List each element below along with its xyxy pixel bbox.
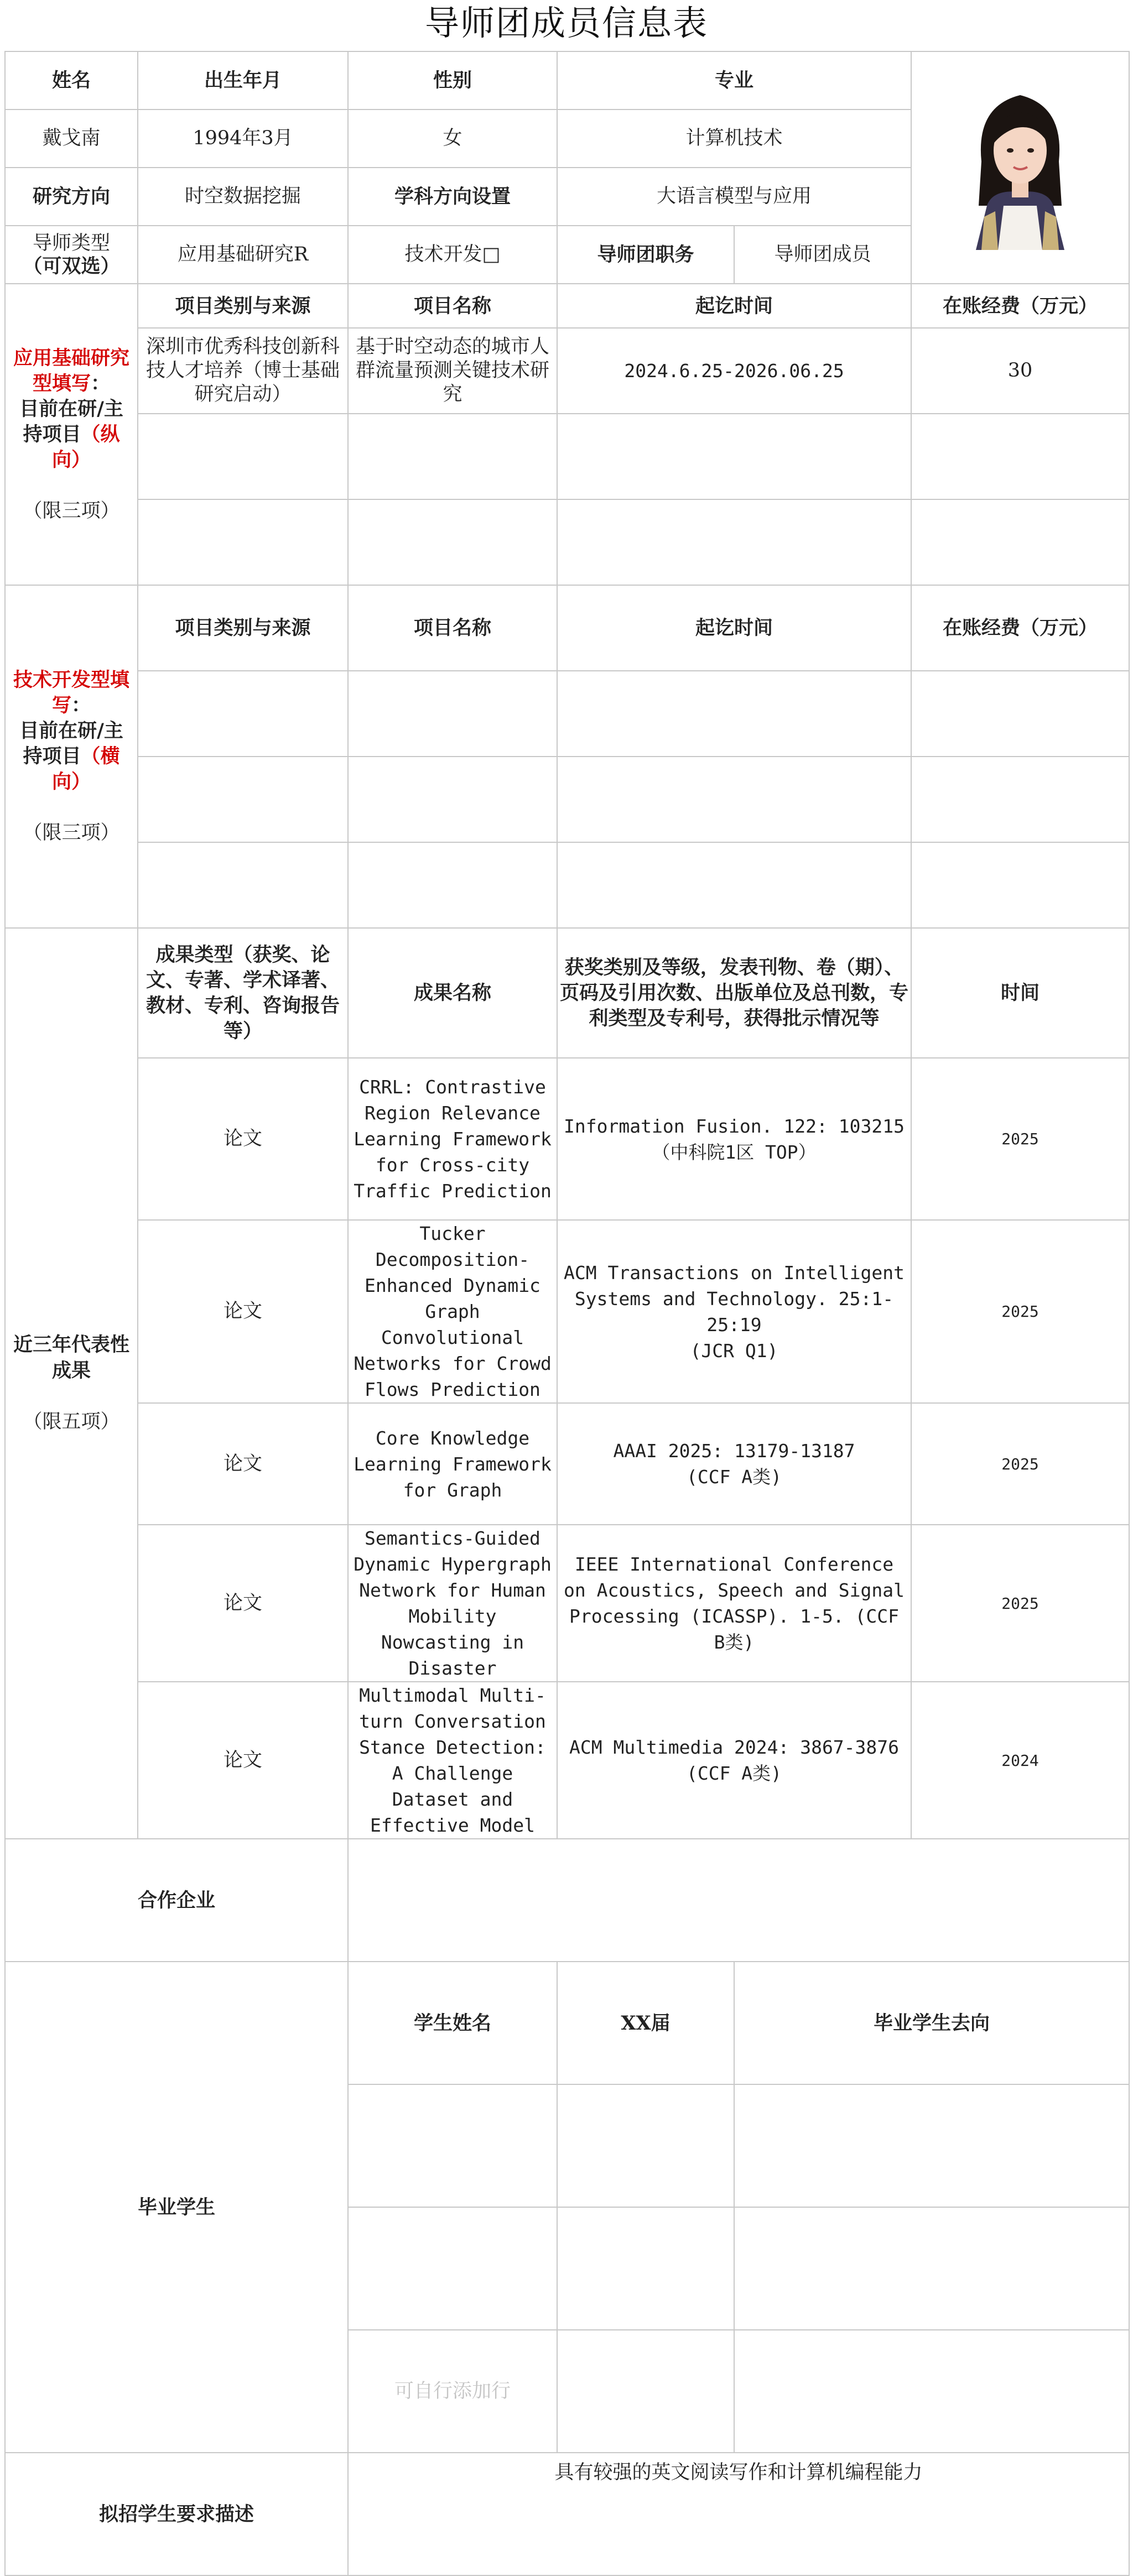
ach-year: 2024	[911, 1682, 1129, 1839]
td-empty-cell[interactable]	[911, 842, 1129, 928]
ach-year: 2025	[911, 1058, 1129, 1220]
grad-header-class: XX届	[557, 1962, 734, 2084]
type-option-basic[interactable]: 应用基础研究R	[138, 226, 348, 284]
grad-empty-cell[interactable]	[557, 2207, 734, 2330]
td-empty-cell[interactable]	[138, 671, 348, 757]
gender-label: 性别	[348, 51, 557, 109]
ach-venue: AAAI 2025: 13179-13187 (CCF A类)	[557, 1403, 911, 1525]
br-header-period: 起讫时间	[557, 284, 911, 328]
ach-year: 2025	[911, 1525, 1129, 1682]
ach-type: 论文	[138, 1525, 348, 1682]
td-header-funds: 在账经费（万元）	[911, 585, 1129, 671]
ach-title: Semantics-Guided Dynamic Hypergraph Network for Human Mobility Nowcasting in Disaster	[348, 1525, 557, 1682]
br-row-funds: 30	[911, 328, 1129, 414]
br-header-name: 项目名称	[348, 284, 557, 328]
br-row-period: 2024.6.25-2026.06.25	[557, 328, 911, 414]
ach-venue: ACM Multimedia 2024: 3867-3876 (CCF A类)	[557, 1682, 911, 1839]
ach-venue: ACM Transactions on Intelligent Systems and Technology. 25:1-25:19 (JCR Q1)	[557, 1220, 911, 1403]
duty-label: 导师团职务	[557, 226, 734, 284]
ach-title: Core Knowledge Learning Framework for Graph	[348, 1403, 557, 1525]
ach-year: 2025	[911, 1220, 1129, 1403]
td-empty-cell[interactable]	[911, 671, 1129, 757]
ach-type: 论文	[138, 1403, 348, 1525]
research-value: 时空数据挖掘	[138, 168, 348, 226]
ach-type: 论文	[138, 1058, 348, 1220]
cooperation-value[interactable]	[348, 1839, 1129, 1962]
ach-title: Tucker Decomposition-Enhanced Dynamic Graph Convolutional Networks for Crowd Flows Prediction	[348, 1220, 557, 1403]
cooperation-label: 合作企业	[5, 1839, 348, 1962]
td-empty-cell[interactable]	[557, 671, 911, 757]
td-empty-cell[interactable]	[348, 671, 557, 757]
achievements-side-label: 近三年代表性 成果 （限五项）	[5, 928, 138, 1839]
grad-header-name: 学生姓名	[348, 1962, 557, 2084]
grad-empty-cell[interactable]	[734, 2330, 1129, 2453]
ach-header-venue: 获奖类别及等级，发表刊物、卷（期）、页码及引用次数、出版单位及总刊数，专利类型及专利号，获得批示情况等	[557, 928, 911, 1058]
grad-empty-cell[interactable]	[348, 2084, 557, 2207]
td-empty-cell[interactable]	[348, 842, 557, 928]
type-option-tech[interactable]: 技术开发□	[348, 226, 557, 284]
br-empty-cell[interactable]	[557, 414, 911, 499]
br-row-name: 基于时空动态的城市人群流量预测关键技术研究	[348, 328, 557, 414]
major-label: 专业	[557, 51, 911, 109]
td-empty-cell[interactable]	[911, 757, 1129, 842]
discipline-label: 学科方向设置	[348, 168, 557, 226]
member-major: 计算机技术	[557, 109, 911, 168]
td-header-source: 项目类别与来源	[138, 585, 348, 671]
add-row-hint: 可自行添加行	[348, 2330, 557, 2453]
ach-year: 2025	[911, 1403, 1129, 1525]
photo-cell	[911, 51, 1129, 284]
grad-empty-cell[interactable]	[734, 2084, 1129, 2207]
br-header-funds: 在账经费（万元）	[911, 284, 1129, 328]
ach-venue: IEEE International Conference on Acoustics, Speech and Signal Processing (ICASSP). 1-5. (CCF B类)	[557, 1525, 911, 1682]
discipline-value: 大语言模型与应用	[557, 168, 911, 226]
tech-dev-side-label: 技术开发型填 写： 目前在研/主 持项目（横 向） （限三项）	[5, 585, 138, 928]
td-empty-cell[interactable]	[557, 757, 911, 842]
br-empty-cell[interactable]	[557, 499, 911, 585]
br-row-source: 深圳市优秀科技创新科技人才培养（博士基础研究启动）	[138, 328, 348, 414]
td-header-name: 项目名称	[348, 585, 557, 671]
birth-label: 出生年月	[138, 51, 348, 109]
br-empty-cell[interactable]	[348, 499, 557, 585]
ach-title: CRRL: Contrastive Region Relevance Learning Framework for Cross-city Traffic Prediction	[348, 1058, 557, 1220]
member-photo	[954, 79, 1087, 250]
requirements-value[interactable]: 具有较强的英文阅读写作和计算机编程能力	[348, 2453, 1129, 2575]
br-empty-cell[interactable]	[911, 499, 1129, 585]
duty-value: 导师团成员	[734, 226, 911, 284]
member-birth: 1994年3月	[138, 109, 348, 168]
grad-empty-cell[interactable]	[734, 2207, 1129, 2330]
ach-type: 论文	[138, 1682, 348, 1839]
member-gender: 女	[348, 109, 557, 168]
name-label: 姓名	[5, 51, 138, 109]
ach-header-time: 时间	[911, 928, 1129, 1058]
br-empty-cell[interactable]	[138, 499, 348, 585]
grad-empty-cell[interactable]	[557, 2084, 734, 2207]
mentor-type-label: 导师类型 （可双选）	[5, 226, 138, 284]
td-header-period: 起讫时间	[557, 585, 911, 671]
grad-header-destination: 毕业学生去向	[734, 1962, 1129, 2084]
basic-research-side-label: 应用基础研究 型填写： 目前在研/主 持项目（纵 向） （限三项）	[5, 284, 138, 585]
td-empty-cell[interactable]	[138, 842, 348, 928]
ach-header-type: 成果类型（获奖、论文、专著、学术译著、教材、专利、咨询报告等）	[138, 928, 348, 1058]
info-table	[4, 51, 1130, 2576]
td-empty-cell[interactable]	[138, 757, 348, 842]
br-empty-cell[interactable]	[348, 414, 557, 499]
br-empty-cell[interactable]	[911, 414, 1129, 499]
td-empty-cell[interactable]	[557, 842, 911, 928]
ach-venue: Information Fusion. 122: 103215 （中科院1区 TOP）	[557, 1058, 911, 1220]
ach-type: 论文	[138, 1220, 348, 1403]
td-empty-cell[interactable]	[348, 757, 557, 842]
grad-empty-cell[interactable]	[557, 2330, 734, 2453]
ach-header-title: 成果名称	[348, 928, 557, 1058]
br-empty-cell[interactable]	[138, 414, 348, 499]
member-name: 戴戈南	[5, 109, 138, 168]
br-header-source: 项目类别与来源	[138, 284, 348, 328]
graduates-label: 毕业学生	[5, 1962, 348, 2453]
requirements-label: 拟招学生要求描述	[5, 2453, 348, 2575]
grad-empty-cell[interactable]	[348, 2207, 557, 2330]
page-title: 导师团成员信息表	[424, 3, 708, 43]
ach-title: Multimodal Multi-turn Conversation Stance Detection: A Challenge Dataset and Effective Model	[348, 1682, 557, 1839]
research-label: 研究方向	[5, 168, 138, 226]
